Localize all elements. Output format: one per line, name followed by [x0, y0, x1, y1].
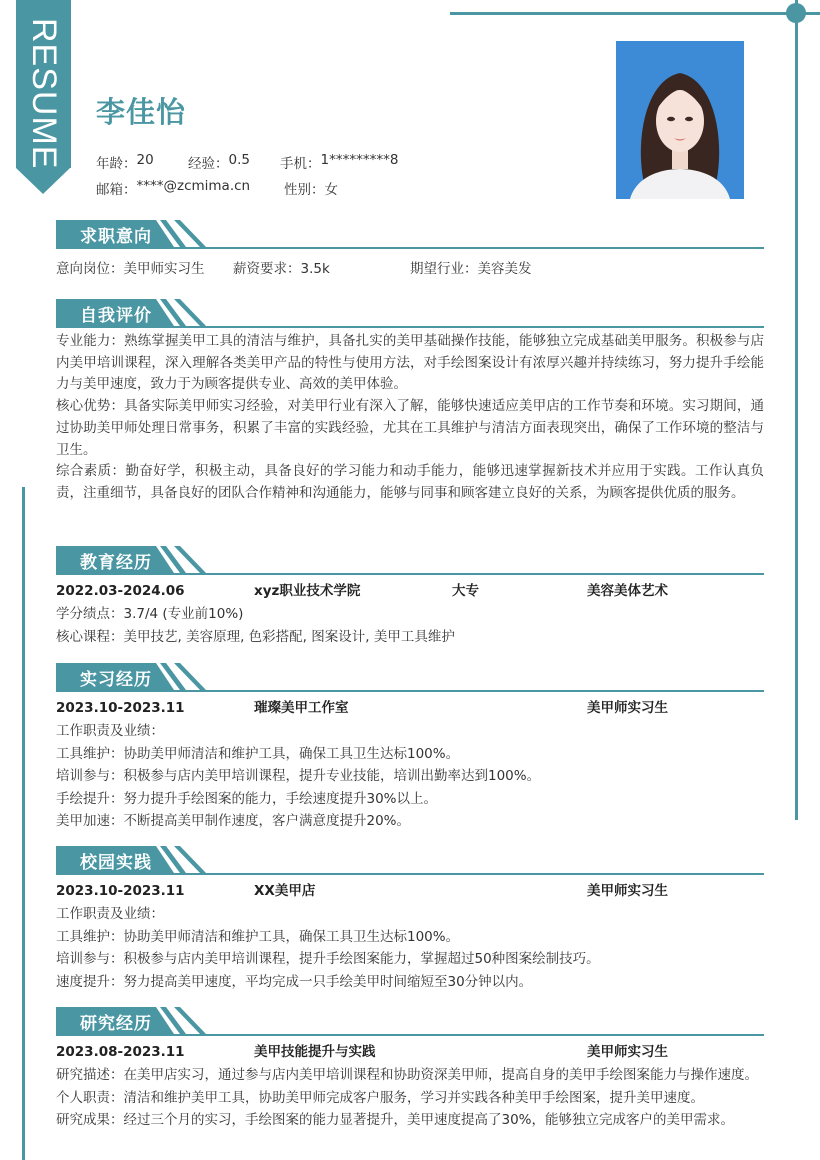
internship-role: 美甲师实习生 — [587, 700, 668, 716]
self-eval-paragraph: 综合素质：勤奋好学，积极主动，具备良好的学习能力和动手能力，能够迅速掌握新技术并应用于实践。工作认真负责，注重细节，具备良好的团队合作精神和沟通能力，能够与同事和顾客建立良好的关系，为顾客提供优质的服务。 — [56, 463, 764, 501]
section-header — [56, 218, 764, 248]
campus-body — [56, 874, 764, 993]
research-body — [56, 1035, 764, 1132]
gender-label: 性别： — [284, 182, 325, 198]
age-field — [96, 152, 188, 172]
self-eval-body — [56, 327, 764, 505]
internship-detail: 工作职责及业绩： — [56, 723, 164, 739]
campus-detail: 工作职责及业绩： — [56, 906, 164, 922]
internship-org: 璀璨美甲工作室 — [254, 700, 349, 716]
internship-detail: 美甲加速：不断提高美甲制作速度，客户满意度提升20%。 — [56, 813, 411, 829]
section-header — [56, 844, 764, 874]
age-value: 20 — [136, 152, 154, 168]
research-row-header — [56, 1040, 764, 1064]
internship-row-header — [56, 696, 764, 720]
info-row-contact — [96, 178, 338, 198]
campus-detail: 培训参与：积极参与店内美甲培训课程，提升手绘图案能力，掌握超过50种图案绘制技巧。 — [56, 951, 600, 967]
research-period: 2023.08-2023.11 — [56, 1044, 185, 1060]
internship-detail: 手绘提升：努力提升手绘图案的能力，手绘速度提升30%以上。 — [56, 790, 438, 807]
gender-value: 女 — [324, 182, 338, 198]
phone-field — [280, 152, 398, 172]
section-header — [56, 297, 764, 327]
position-label: 意向岗位： — [56, 261, 124, 277]
resume-banner-point — [16, 168, 70, 194]
position-value: 美甲师实习生 — [123, 261, 205, 277]
education-major: 美容美体艺术 — [587, 583, 668, 599]
email-value: ****@zcmima.cn — [136, 178, 251, 194]
research-detail: 个人职责：清洁和维护美甲工具，协助美甲师完成客户服务，学习并实践各种美甲手绘图案，提升美甲速度。 — [56, 1089, 704, 1106]
campus-detail: 工具维护：协助美甲师清洁和维护工具，确保工具卫生达标100%。 — [56, 928, 460, 945]
experience-value: 0.5 — [228, 152, 250, 168]
campus-org: XX美甲店 — [254, 883, 316, 899]
section-internship — [56, 661, 764, 833]
section-header — [56, 544, 764, 574]
section-header — [56, 1005, 764, 1035]
self-eval-paragraph: 核心优势：具备实际美甲师实习经验，对美甲行业有深入了解，能够快速适应美甲店的工作节奏和环境。实习期间，通过协助美甲师处理日常事务，积累了丰富的实践经验，尤其在工具维护与清洁方面表现突出，确保了工作环境的整洁与卫生。 — [56, 398, 764, 458]
research-role: 美甲师实习生 — [587, 1044, 668, 1060]
campus-detail: 速度提升：努力提高美甲速度，平均完成一只手绘美甲时间缩短至30分钟以内。 — [56, 973, 533, 990]
research-detail: 研究成果：经过三个月的实习，手绘图案的能力显著提升，美甲速度提高了30%，能够独立完成客户的美甲需求。 — [56, 1112, 735, 1128]
industry-value: 美容美发 — [477, 261, 532, 277]
info-row-basic — [96, 152, 398, 172]
age-label: 年龄： — [96, 156, 137, 172]
internship-period: 2023.10-2023.11 — [56, 700, 185, 716]
candidate-name: 李佳怡 — [96, 95, 187, 129]
profile-photo — [616, 41, 744, 199]
internship-body — [56, 691, 764, 833]
section-rule — [56, 1034, 764, 1036]
self-eval-paragraph: 专业能力：熟练掌握美甲工具的清洁与维护，具备扎实的美甲基础操作技能，能够独立完成基础美甲服务。积极参与店内美甲培训课程，深入理解各类美甲产品的特性与使用方法，对手绘图案设计有浓厚兴趣并持续练习，努力提升手绘能力与美甲速度，致力于为顾客提供专业、高效的美甲体验。 — [56, 333, 764, 393]
section-campus-practice — [56, 844, 764, 993]
section-title: 自我评价 — [80, 306, 152, 326]
salary-label: 薪资要求： — [233, 261, 301, 277]
section-job-intent — [56, 218, 764, 281]
section-rule — [56, 326, 764, 328]
section-title: 校园实践 — [80, 853, 152, 873]
internship-detail: 工具维护：协助美甲师清洁和维护工具，确保工具卫生达标100%。 — [56, 745, 460, 762]
section-header — [56, 661, 764, 691]
section-rule — [56, 247, 764, 249]
resume-banner-text: RESUME — [25, 18, 63, 170]
section-rule — [56, 573, 764, 575]
phone-label: 手机： — [280, 156, 321, 172]
email-field — [96, 178, 284, 198]
experience-label: 经验： — [188, 156, 229, 172]
campus-period: 2023.10-2023.11 — [56, 883, 185, 899]
research-project: 美甲技能提升与实践 — [254, 1044, 376, 1060]
salary-field — [233, 258, 410, 281]
salary-value: 3.5k — [300, 261, 330, 277]
education-period: 2022.03-2024.06 — [56, 583, 185, 599]
education-detail: 学分绩点：3.7/4 (专业前10%) — [56, 606, 244, 622]
email-label: 邮箱： — [96, 182, 137, 198]
right-vertical-line — [795, 0, 798, 820]
section-title: 实习经历 — [80, 670, 152, 690]
industry-field — [410, 258, 532, 281]
position-field — [56, 258, 233, 281]
campus-row-header — [56, 879, 764, 903]
section-education — [56, 544, 764, 648]
section-rule — [56, 690, 764, 692]
industry-label: 期望行业： — [410, 261, 478, 277]
education-row-header — [56, 579, 764, 603]
portrait-illustration — [616, 41, 744, 199]
campus-role: 美甲师实习生 — [587, 883, 668, 899]
research-detail: 研究描述：在美甲店实习，通过参与店内美甲培训课程和协助资深美甲师，提高自身的美甲手绘图案能力与操作速度。 — [56, 1067, 758, 1083]
education-body — [56, 574, 764, 648]
left-vertical-line — [22, 487, 25, 1160]
section-title: 求职意向 — [80, 227, 152, 247]
education-degree: 大专 — [452, 583, 479, 599]
section-rule — [56, 873, 764, 875]
education-school: xyz职业技术学院 — [254, 583, 361, 599]
gender-field — [284, 178, 338, 198]
section-self-evaluation — [56, 297, 764, 505]
intent-body — [56, 248, 764, 281]
section-title: 教育经历 — [80, 553, 152, 573]
experience-field — [188, 152, 280, 172]
section-title: 研究经历 — [80, 1014, 152, 1034]
internship-detail: 培训参与：积极参与店内美甲培训课程，提升专业技能，培训出勤率达到100%。 — [56, 768, 541, 784]
phone-value: 1*********8 — [320, 152, 399, 168]
top-divider-line — [450, 12, 820, 15]
section-research — [56, 1005, 764, 1132]
education-detail: 核心课程：美甲技艺, 美容原理, 色彩搭配, 图案设计, 美甲工具维护 — [56, 628, 455, 645]
